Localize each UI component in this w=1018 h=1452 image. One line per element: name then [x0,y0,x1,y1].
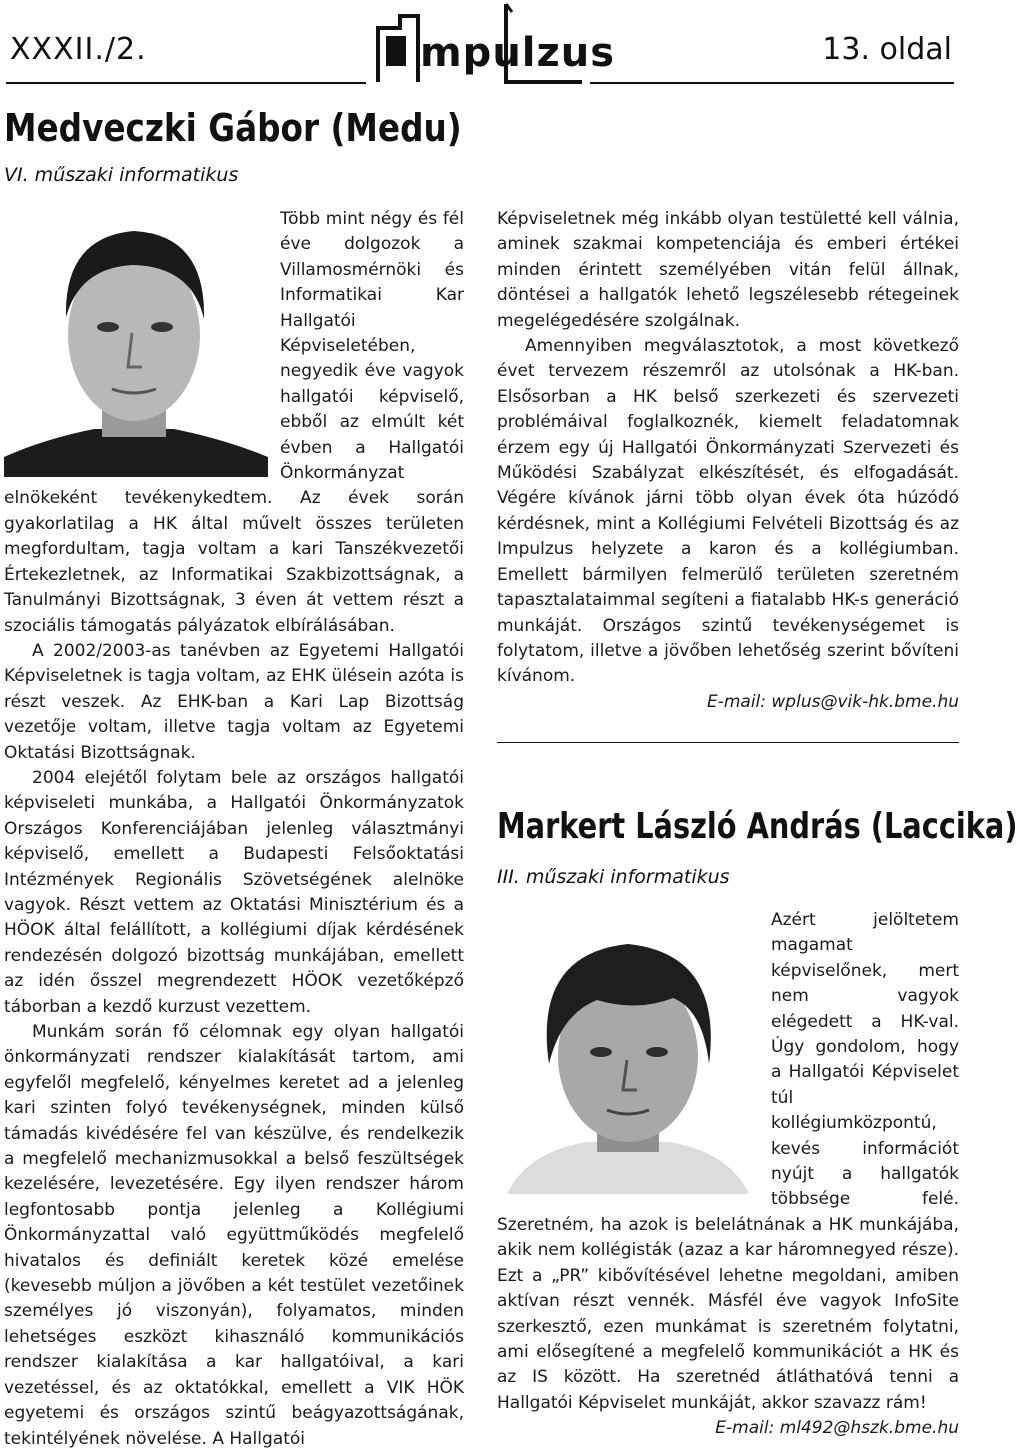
candidate-name: Markert László András (Laccika) [497,806,1018,847]
portrait-photo-icon [4,207,268,477]
section-divider [497,742,959,743]
header-rule-right [590,82,954,84]
bio-paragraph: Több mint négy és fél éve dolgozok a Villamosmérnöki és Informatikai Kar Hallgatói Képviseletében, negyedik éve vagyok hallgatói képviselő, ebből az elmúlt két évben a Hallgatói Önkormányzat elnökeként tevékenykedtem. Az évek során gyakorlatilag a HK által művelt összes területen megfordultam, tagja voltam a kari Tanszékvezetői Értekezletnek, az Informatikai Szakbizottságnak, a Tanulmányi Bizottságnak, 3 éven át vettem részt a szociális támogatás pályázatok elbírálásában. [4,209,464,636]
email-address: E-mail: wplus@vik-hk.bme.hu [706,691,959,712]
candidate-name: Medveczki Gábor (Medu) [4,106,462,150]
article-column-left [4,207,464,1449]
issue-number: XXXII./2. [10,32,147,67]
bio-paragraph: Amennyiben megválasztotok, a most következő évet tervezem részemről az utolsónak a HK-ban. Elsősorban a HK belső szerkezeti és szervezeti problémáival foglalkoznék, kiemelt feladatomnak érzem egy új Hallgatói Önkormányzati Szervezeti és Működési Szabályzat elkészítését, és elfogadását. Végére kívánok járni több olyan évek óta húzódó kérdésnek, mint a Kollégiumi Felvételi Bizottság és az Impulzus helyzete a karon és a kollégiumban. Emellett bármilyen felmerülő területen szeretném tapasztalataimmal segíteni a fiatalabb HK-s generáció munkáját. Országos szintű tevékenységemet is folytatom, illetve a jövőben lehetőség szerint bővíteni kívánom. [497,336,959,687]
candidate-major: VI. műszaki informatikus [4,164,239,186]
bio-paragraph: Azért jelöltetem magamat képviselőnek, mert nem vagyok elégedett a HK-val. Úgy gondolom, hogy a Hallgatói Képviselet túl kollégiumközpontú, kevés információt nyújt a hallgatók többsége felé. Szeretném, ha azok is belelátnának a HK munkájába, akik nem kollégisták (azaz a kar háromnegyed része). Ezt a „PR” kibővítésével lehetne megoldani, amiben aktívan részt vennék. Másfél éve vagyok InfoSite szerkesztő, ezen munkámat is szeretném folytatni, ami elősegítené a megfelelő kommunikációt a HK és az IS között. Ha szeretnéd átláthatóvá tenni a Hallgatói Képviselet munkáját, akkor szavazz rám! [497,910,959,1413]
logo-text: mpulzus [420,30,616,76]
article-column-right [497,207,959,715]
page-number: 13. oldal [822,32,952,67]
bio-paragraph: Munkám során fő célomnak egy olyan hallgatói önkormányzati rendszer kialakítását tartom, ami egyfelől megfelelő, kényelmes keretet ad a jelenleg kari szinten folyó tevékenységnek, minden külső támadás kivédésére fel van készülve, és rendelkezik a megfelelő mechanizmusokkal a belső feszültségek kezelésére, levezetésére. Egy ilyen rendszer három legfontosabb pontja jelenleg a Kollégiumi Önkormányzattal való együttműködés megfelelő hivatalos és definiált keretek közé emelése (kevesebb múljon a jövőben a két testület vezetőinek személyes jó viszonyán), folyamatos, minden lehetséges eszközt kihasználó kommunikációs rendszer kialakítása a kar hallgatóival, a kari vezetéssel, és az oktatókkal, emellett a VIK HÖK egyetemi és országos szintű beágyazottságának, tekintélyének növelése. A Hallgatói [4,1022,464,1449]
header-rule-left [6,82,366,84]
candidate-major: III. műszaki informatikus [497,866,730,888]
bio-paragraph: 2004 elejétől folytam bele az országos hallgatói képviseleti munkába, a Hallgatói Önkormányzatok Országos Konferenciájában jelenleg választmányi képviselő, emellett a Budapesti Felsőoktatási Intézmények Regionális Szövetségének alelnöke vagyok. Részt vettem az Oktatási Minisztérium és a HÖOK által felállított, a kollégiumi díjak kérdésének rendezésén dolgozó bizottság munkájában, emellett az idén ősszel megrendezett HÖOK vezetőképző táborban a kezdő kurzust vezettem. [4,767,464,1017]
article-column-right-lower [497,908,959,1439]
portrait-photo-icon [497,914,759,1194]
email-address: E-mail: ml492@hszk.bme.hu [715,1418,959,1439]
bio-paragraph: A 2002/2003-as tanévben az Egyetemi Hallgatói Képviseletnek is tagja voltam, az EHK ülésein azóta is részt veszek. Az EHK-ban a Kari Lap Bizottság vezetője voltam, illetve tagja voltam az Egyetemi Oktatási Bizottságnak. [4,640,464,763]
bio-paragraph: Képviseletnek még inkább olyan testületté kell válnia, aminek szakmai kompetenciája és emberi értékei minden érintett személyében vitán felül állnak, döntései a hallgatók lehető legszélesebb rétegeinek megelégedésére szolgálnak. [497,209,959,331]
page-header [0,0,960,90]
